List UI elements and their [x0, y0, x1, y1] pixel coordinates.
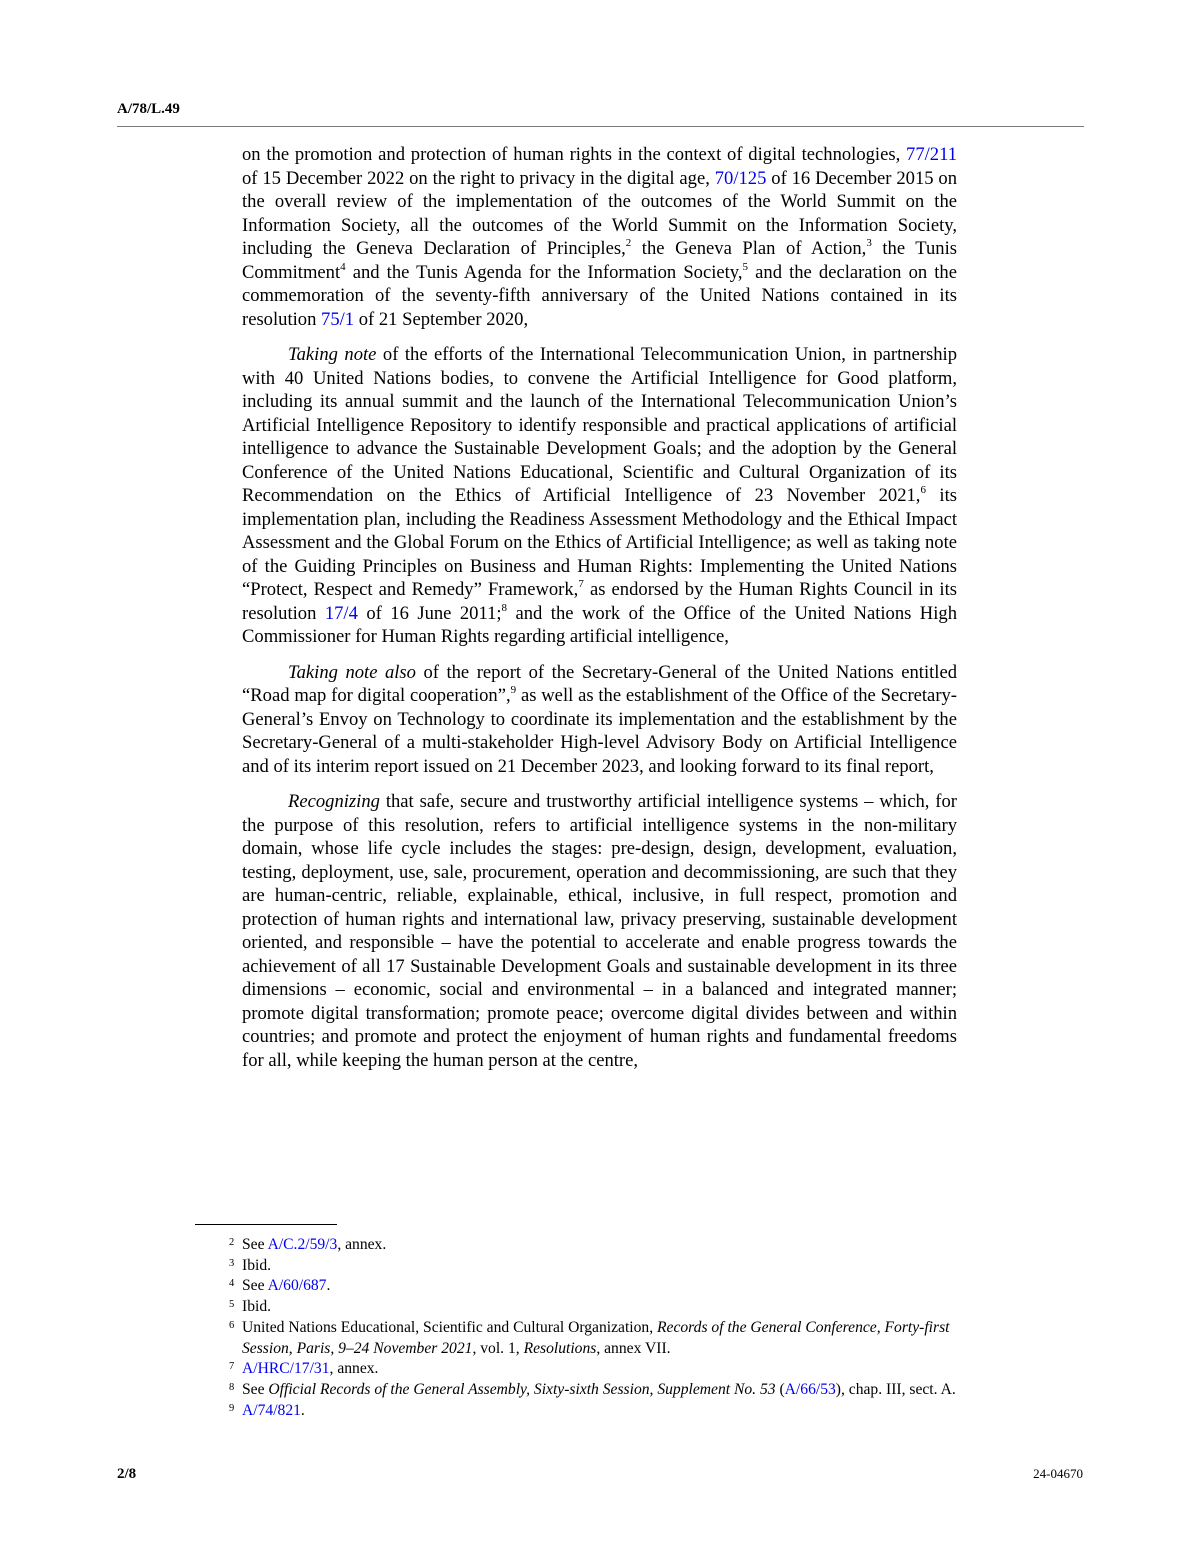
italic-text: Taking note — [288, 344, 377, 365]
document-link[interactable]: A/60/687 — [267, 1277, 327, 1295]
footnote-5 — [229, 1297, 969, 1318]
job-number: 24-04670 — [1033, 1466, 1083, 1481]
footnote-3 — [229, 1256, 969, 1277]
footnote-7 — [229, 1359, 969, 1380]
text-run: of 21 September 2020, — [354, 308, 529, 330]
document-link[interactable]: 70/125 — [714, 167, 767, 189]
footnote-separator — [195, 1224, 337, 1225]
text-run: Ibid. — [242, 1298, 272, 1316]
text-run: on the promotion and protection of human rights in the context of digital technologies, — [242, 144, 907, 165]
footnote-2 — [229, 1235, 969, 1256]
text-run: and the Tunis Agenda for the Information Society, — [345, 261, 743, 283]
text-run: of 16 December 2015 on the overall review of the implementation of the outcomes of the World Summit on the Information Society, all the outcomes of the World Summit on the Information Society, including the Geneva Declaration of Principles, — [242, 167, 958, 259]
footnote-8 — [229, 1380, 969, 1401]
footnote-text — [242, 1381, 956, 1398]
footnote-reference: 2 — [625, 237, 632, 249]
footnote-text — [242, 1277, 330, 1294]
paragraph-taking-note-also — [242, 661, 957, 779]
text-run: and the declaration on the commemoration of the seventy-fifth anniversary of the United Nations contained in its resolution — [242, 261, 957, 330]
text-run: See — [242, 1380, 269, 1398]
document-link[interactable]: 77/211 — [906, 144, 957, 165]
text-run: , vol. 1, — [472, 1339, 524, 1357]
footnote-text — [242, 1257, 271, 1274]
text-run: Ibid. — [242, 1256, 272, 1274]
text-run: of the report of the Secretary-General of the United Nations entitled “Road map for digital cooperation”, — [242, 661, 957, 706]
text-run: the Tunis Commitment — [242, 238, 958, 283]
footnote-reference: 8 — [501, 601, 508, 614]
text-run: of 16 June 2011; — [357, 602, 502, 624]
footnote-number: 4 — [229, 1278, 235, 1290]
footnote-6 — [229, 1318, 969, 1359]
text-run: as well as the establishment of the Office of the Secretary-General’s Envoy on Technology to coordinate its implementation and the establishment by the Secretary-General of a multi-stakeholder High-level Advisory Body on Artificial Intelligence and of its interim report issued on 21 December 2023, and looking forward to its final report, — [242, 685, 957, 777]
footnote-number: 6 — [229, 1319, 235, 1331]
footnote-text — [242, 1298, 271, 1315]
header-rule — [117, 126, 1084, 127]
document-link[interactable]: A/74/821 — [242, 1401, 301, 1419]
footnote-9 — [229, 1401, 969, 1422]
footnote-reference: 3 — [866, 237, 872, 249]
footnote-text — [242, 1402, 305, 1419]
footnote-reference: 5 — [742, 260, 749, 273]
text-run: its implementation plan, including the Readiness Assessment Methodology and the Ethical Impact Assessment and the Global Forum on the Ethics of Artificial Intelligence; as well as taking note of the Guiding Principles on Business and Human Rights: Implementing the United Nations “Protect, Respect and Remedy” Framework, — [242, 485, 957, 600]
italic-text: Recognizing — [288, 791, 380, 812]
text-run: See — [242, 1236, 268, 1253]
text-run: United Nations Educational, Scientific and Cultural Organization, — [242, 1318, 658, 1336]
footnote-reference: 9 — [510, 684, 517, 696]
document-link[interactable]: 75/1 — [321, 308, 355, 330]
footnote-number: 2 — [229, 1237, 235, 1248]
footnote-4 — [229, 1276, 969, 1297]
document-link[interactable]: A/66/53 — [784, 1380, 836, 1398]
document-link[interactable]: A/C.2/59/3 — [267, 1236, 338, 1253]
footnote-number: 3 — [229, 1257, 235, 1269]
italic-text: Resolutions — [523, 1339, 597, 1357]
document-body — [242, 143, 957, 1084]
footnote-reference: 7 — [578, 578, 584, 590]
footnote-text — [242, 1236, 386, 1253]
text-run: , annex. — [337, 1236, 387, 1253]
footnotes — [229, 1235, 969, 1421]
text-run: ), chap. III, sect. A. — [835, 1380, 956, 1398]
text-run: of the efforts of the International Telecommunication Union, in partnership with 40 United Nations bodies, to convene the Artificial Intelligence for Good platform, including its annual summit and the launch of the International Telecommunication Union’s Artificial Intelligence Repository to identify responsible and practical applications of artificial intelligence to advance the Sustainable Development Goals; and the adoption by the General Conference of the United Nations Educational, Scientific and Cultural Organization of its Recommendation on the Ethics of Artificial Intelligence of 23 November 2021, — [242, 344, 957, 506]
footnote-reference: 6 — [920, 484, 926, 496]
footnote-number: 8 — [229, 1381, 235, 1393]
footnote-number: 5 — [229, 1299, 235, 1311]
text-run: as endorsed by the Human Rights Council in its resolution — [242, 579, 957, 624]
text-run: , annex. — [329, 1360, 379, 1378]
text-run: See — [242, 1277, 268, 1295]
text-run: ( — [775, 1380, 785, 1398]
paragraph-preamble-continuation — [242, 143, 957, 331]
footnote-text — [242, 1319, 949, 1357]
text-run: and the work of the Office of the United Nations High Commissioner for Human Rights regarding artificial intelligence, — [242, 602, 957, 647]
italic-text: Taking note also — [288, 661, 416, 683]
text-run: that safe, secure and trustworthy artificial intelligence systems – which, for the purpose of this resolution, refers to artificial intelligence systems in the non-military domain, whose life cycle includes the stages: pre-design, design, development, evaluation, testing, deployment, use, sale, procurement, operation and decommissioning, are such that they are human-centric, reliable, explainable, ethical, inclusive, in full respect, promotion and protection of human rights and international law, privacy preserving, sustainable development oriented, and responsible – have the potential to accelerate and enable progress towards the achievement of all 17 Sustainable Development Goals and sustainable development in its three dimensions – economic, social and environmental – in a balanced and integrated manner; promote digital transformation; promote peace; overcome digital divides between and within countries; and promote and protect the enjoyment of human rights and fundamental freedoms for all, while keeping the human person at the centre, — [242, 791, 957, 1071]
paragraph-taking-note — [242, 343, 957, 649]
text-run: . — [300, 1401, 305, 1419]
footnote-text — [242, 1360, 378, 1377]
document-link[interactable]: 17/4 — [324, 602, 358, 624]
document-symbol: A/78/L.49 — [117, 101, 180, 117]
page-number: 2/8 — [117, 1466, 137, 1482]
text-run: , annex VII. — [596, 1339, 671, 1357]
text-run: of 15 December 2022 on the right to privacy in the digital age, — [242, 167, 715, 189]
footnote-number: 9 — [229, 1402, 235, 1414]
italic-text: Official Records of the General Assembly, Sixty-sixth Session, Supplement No. 53 — [268, 1380, 776, 1398]
document-link[interactable]: A/HRC/17/31 — [242, 1360, 330, 1378]
paragraph-recognizing — [242, 790, 957, 1072]
text-run: . — [326, 1277, 331, 1295]
footnote-number: 7 — [229, 1361, 235, 1373]
footnote-reference: 4 — [340, 260, 346, 273]
text-run: the Geneva Plan of Action, — [631, 238, 867, 259]
italic-text: Records of the General Conference, Forty-first Session, Paris, 9–24 November 2021 — [242, 1318, 950, 1357]
